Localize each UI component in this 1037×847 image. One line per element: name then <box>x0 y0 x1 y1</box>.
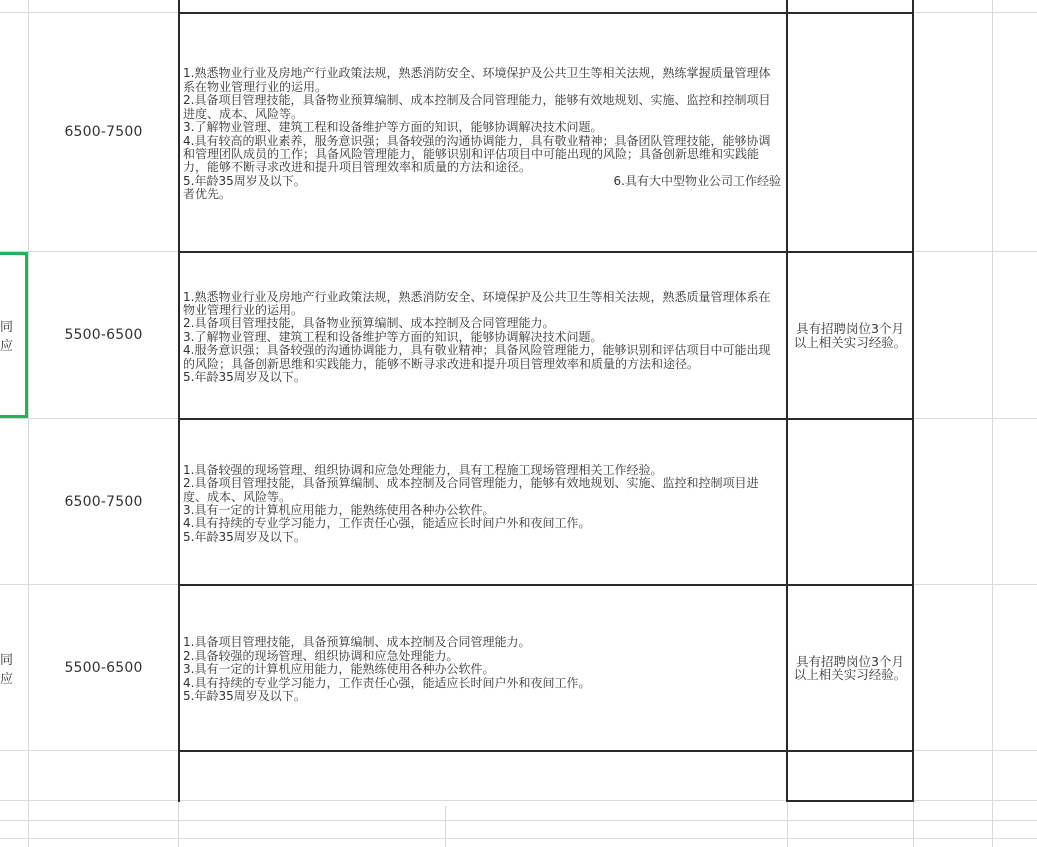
note-cell[interactable] <box>788 14 912 251</box>
requirement-line: 1.具备较强的现场管理、组织协调和应急处理能力，具有工程施工现场管理相关工作经验。 <box>183 462 663 477</box>
requirement-line: 3.具有一定的计算机应用能力，能熟练使用各种办公软件。 <box>183 503 495 517</box>
salary-cell[interactable]: 5500-6500 <box>64 659 143 676</box>
requirement-line: 1.具备项目管理技能，具备预算编制、成本控制及合同管理能力。 <box>183 635 531 650</box>
requirement-line: 4.具有较高的职业素养，服务意识强；具备较强的沟通协调能力，具有敬业精神；具备团队管理技能，能够协调和管理团队成员的工作；具备风险管理能力，能够识别和评估项目中可能出现的风险；具备创新思维和实践能力，能够不断寻求改进和提升项目管理效率和质量的方法和途径。 <box>183 133 771 175</box>
note-cell[interactable] <box>788 420 912 584</box>
requirement-line: 者优先。 <box>183 187 232 202</box>
cell-selection-highlight <box>0 252 28 418</box>
requirement-line: 5.年龄35周岁及以下。 <box>183 689 306 704</box>
requirement-tail <box>183 175 781 188</box>
requirement-line: 5.年龄35周岁及以下。 <box>183 529 306 544</box>
salary-cell[interactable]: 6500-7500 <box>64 493 143 510</box>
empty-cell[interactable] <box>180 752 786 800</box>
requirements-cell[interactable] <box>180 253 786 418</box>
requirement-line: 2.具备项目管理技能，具备预算编制、成本控制及合同管理能力，能够有效地规划、实施、监控和控制项目进度、成本、风险等。 <box>183 476 759 504</box>
requirement-line: 3.了解物业管理、建筑工程和设备维护等方面的知识，能够协调解决技术问题。 <box>183 329 603 344</box>
clipped-cell[interactable] <box>0 419 28 584</box>
gridline <box>0 820 1037 821</box>
table-border <box>786 800 914 802</box>
note-cell[interactable]: 具有招聘岗位3个月以上相关实习经验。 <box>793 653 907 682</box>
clipped-cell[interactable]: 同应 <box>0 652 14 687</box>
clipped-cell[interactable] <box>0 13 28 251</box>
requirement-line: 6.具有大中型物业公司工作经验 <box>613 173 781 188</box>
requirement-line: 4.具有持续的专业学习能力，工作责任心强，能适应长时间户外和夜间工作。 <box>183 675 591 690</box>
requirement-line: 1.熟悉物业行业及房地产行业政策法规，熟悉消防安全、环境保护及公共卫生等相关法规，熟练掌握质量管理体系在物业管理行业的运用。 <box>183 66 771 94</box>
requirement-line: 2.具备项目管理技能，具备物业预算编制、成本控制及合同管理能力，能够有效地规划、实施、监控和控制项目进度、成本、风险等。 <box>183 93 771 121</box>
clipped-cell[interactable]: 同应 <box>0 320 14 354</box>
table-border <box>912 0 914 802</box>
requirements-cell[interactable] <box>180 420 786 584</box>
gridline <box>445 806 446 847</box>
requirement-line: 2.具备项目管理技能，具备物业预算编制、成本控制及合同管理能力。 <box>183 316 555 331</box>
empty-cell[interactable] <box>29 751 178 800</box>
requirement-line: 1.熟悉物业行业及房地产行业政策法规，熟悉消防安全、环境保护及公共卫生等相关法规，熟悉质量管理体系在物业管理行业的运用。 <box>183 289 771 317</box>
requirement-line: 2.具备较强的现场管理、组织协调和应急处理能力。 <box>183 648 459 663</box>
requirement-line: 4.服务意识强；具备较强的沟通协调能力，具有敬业精神；具备风险管理能力，能够识别和评估项目中可能出现的风险；具备创新思维和实践能力，能够不断寻求改进和提升项目管理效率和质量的方法和途径。 <box>183 343 771 371</box>
requirement-line: 4.具有持续的专业学习能力，工作责任心强，能适应长时间户外和夜间工作。 <box>183 516 591 531</box>
note-cell[interactable]: 具有招聘岗位3个月以上相关实习经验。 <box>793 321 907 350</box>
requirement-line: 3.了解物业管理、建筑工程和设备维护等方面的知识，能够协调解决技术问题。 <box>183 120 603 135</box>
empty-cell[interactable] <box>788 752 912 800</box>
requirement-line: 5.年龄35周岁及以下。 <box>183 173 306 188</box>
requirement-line: 3.具有一定的计算机应用能力，能熟练使用各种办公软件。 <box>183 662 495 677</box>
gridline <box>992 0 993 847</box>
requirements-cell[interactable] <box>180 14 786 251</box>
gridline <box>0 838 1037 839</box>
salary-cell[interactable]: 6500-7500 <box>64 124 143 140</box>
requirement-line: 5.年龄35周岁及以下。 <box>183 370 306 385</box>
salary-cell[interactable]: 5500-6500 <box>64 327 143 343</box>
requirements-cell[interactable] <box>180 586 786 750</box>
